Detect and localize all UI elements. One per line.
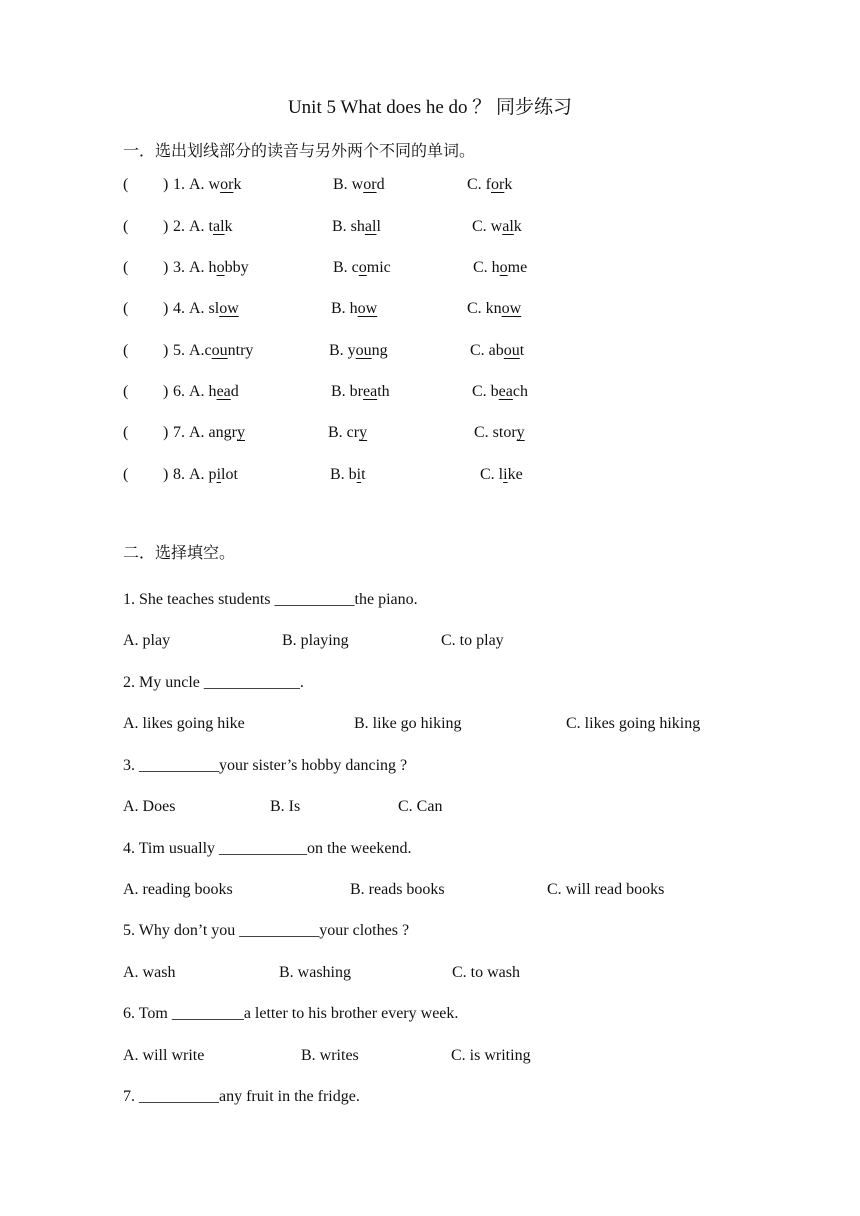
option-c	[472, 381, 528, 403]
option-b	[330, 464, 366, 486]
underlined-letters: ow	[219, 300, 239, 317]
option-text: A. sl	[189, 300, 220, 317]
option-text: B. br	[331, 383, 363, 400]
option-c: C. is writing	[451, 1047, 531, 1064]
option-text: k	[233, 176, 242, 193]
item-number: 4.	[173, 300, 185, 317]
option-b	[333, 257, 391, 279]
answer-bracket-open: (	[123, 424, 129, 441]
option-text: C. l	[480, 466, 504, 483]
option-text: k	[224, 218, 233, 235]
option-a: A. will write	[123, 1047, 205, 1064]
option-a: A. wash	[123, 964, 176, 981]
question-text: 4. Tim usually ___________on the weekend.	[123, 840, 412, 857]
option-a: A. Does	[123, 798, 176, 815]
answer-bracket-open: (	[123, 259, 129, 276]
option-text: A. w	[189, 176, 221, 193]
underlined-letters: or	[220, 176, 234, 193]
underlined-letters: ow	[357, 300, 378, 317]
underlined-letters: al	[364, 218, 377, 235]
option-b: B. playing	[282, 632, 349, 649]
option-c	[480, 464, 523, 486]
underlined-letters: ea	[498, 383, 513, 400]
option-c	[472, 216, 522, 238]
question-text: 6. Tom _________a letter to his brother every week.	[123, 1005, 459, 1022]
option-text: B. cr	[328, 424, 360, 441]
question-text: 1. She teaches students __________the piano.	[123, 591, 418, 608]
option-text: ntry	[227, 342, 254, 359]
option-b	[333, 174, 385, 196]
underlined-letters: ea	[216, 383, 231, 400]
option-a: A. play	[123, 632, 171, 649]
option-text: B. y	[329, 342, 356, 359]
underlined-letters: i	[356, 466, 362, 483]
option-text: mic	[366, 259, 391, 276]
option-text: t	[361, 466, 366, 483]
underlined-letters: ou	[211, 342, 228, 359]
option-a	[189, 298, 239, 320]
question-text: 7. __________any fruit in the fridge.	[123, 1088, 360, 1105]
option-text: B. sh	[332, 218, 365, 235]
option-c	[467, 298, 521, 320]
section1-heading: 一．选出划线部分的读音与另外两个不同的单词。	[123, 143, 476, 160]
underlined-letters: y	[516, 424, 525, 441]
option-c: C. will read books	[547, 881, 665, 898]
option-c: C. Can	[398, 798, 443, 815]
underlined-letters: i	[503, 466, 508, 483]
underlined-letters: ea	[363, 383, 378, 400]
underlined-letters: i	[216, 466, 222, 483]
option-a	[189, 381, 239, 403]
option-text: C. h	[473, 259, 500, 276]
option-text: th	[377, 383, 390, 400]
option-text: B. b	[330, 466, 357, 483]
option-text: ke	[507, 466, 523, 483]
answer-bracket-close: )	[163, 342, 169, 359]
option-text: t	[519, 342, 525, 359]
option-a: A. likes going hike	[123, 715, 245, 732]
underlined-letters: or	[491, 176, 505, 193]
underlined-letters: ou	[503, 342, 520, 359]
option-c	[474, 422, 525, 444]
option-text: C. f	[467, 176, 491, 193]
answer-bracket-open: (	[123, 300, 129, 317]
answer-bracket-open: (	[123, 466, 129, 483]
answer-bracket-close: )	[163, 259, 169, 276]
answer-bracket-close: )	[163, 300, 169, 317]
option-b	[331, 298, 377, 320]
option-a: A. reading books	[123, 881, 233, 898]
option-text: d	[230, 383, 239, 400]
option-c	[467, 174, 512, 196]
answer-bracket-close: )	[163, 466, 169, 483]
answer-bracket-open: (	[123, 218, 129, 235]
underlined-letters: o	[358, 259, 367, 276]
option-b	[329, 340, 388, 362]
option-text: A. angr	[189, 424, 237, 441]
option-a	[189, 257, 249, 279]
underlined-letters: o	[499, 259, 508, 276]
answer-bracket-close: )	[163, 383, 169, 400]
question-text: 3. __________your sister’s hobby dancing ?	[123, 757, 408, 774]
option-text: me	[507, 259, 528, 276]
option-c: C. likes going hiking	[566, 715, 701, 732]
option-text: B. c	[333, 259, 359, 276]
option-c	[470, 340, 524, 362]
option-text: C. w	[472, 218, 503, 235]
item-number: 5.	[173, 342, 185, 359]
underlined-letters: al	[213, 218, 225, 235]
option-text: A.c	[189, 342, 212, 359]
item-number: 8.	[173, 466, 185, 483]
answer-bracket-close: )	[163, 424, 169, 441]
option-text: ng	[371, 342, 388, 359]
option-b: B. washing	[279, 964, 351, 981]
option-b: B. writes	[301, 1047, 359, 1064]
option-a	[189, 422, 245, 444]
answer-bracket-open: (	[123, 383, 129, 400]
option-text: d	[376, 176, 385, 193]
option-a	[189, 340, 253, 362]
underlined-letters: ow	[501, 300, 522, 317]
option-b	[332, 216, 381, 238]
option-c: C. to play	[441, 632, 504, 649]
option-text: C. stor	[474, 424, 517, 441]
underlined-letters: or	[363, 176, 377, 193]
option-text: A. h	[189, 383, 217, 400]
option-text: C. b	[472, 383, 499, 400]
option-text: B. w	[333, 176, 364, 193]
item-number: 2.	[173, 218, 185, 235]
option-b	[328, 422, 367, 444]
question-text: 5. Why don’t you __________your clothes ?	[123, 922, 410, 939]
option-text: B. h	[331, 300, 358, 317]
option-a	[189, 174, 241, 196]
underlined-letters: ou	[355, 342, 372, 359]
option-text: A. p	[189, 466, 217, 483]
underlined-letters: al	[502, 218, 514, 235]
option-text: A. t	[189, 218, 213, 235]
answer-bracket-open: (	[123, 176, 129, 193]
option-text: ch	[512, 383, 528, 400]
underlined-letters: y	[359, 424, 368, 441]
question-text: 2. My uncle ____________.	[123, 674, 304, 691]
option-text: C. kn	[467, 300, 502, 317]
option-text: l	[376, 218, 381, 235]
option-text: lot	[221, 466, 238, 483]
option-text: k	[504, 176, 513, 193]
answer-bracket-close: )	[163, 218, 169, 235]
underlined-letters: y	[236, 424, 245, 441]
option-a	[189, 216, 233, 238]
option-text: A. h	[189, 259, 217, 276]
option-b: B. Is	[270, 798, 301, 815]
item-number: 3.	[173, 259, 185, 276]
underlined-letters: o	[216, 259, 225, 276]
item-number: 1.	[173, 176, 185, 193]
section2-heading: 二．选择填空。	[123, 545, 236, 562]
option-a	[189, 464, 238, 486]
item-number: 7.	[173, 424, 185, 441]
option-c: C. to wash	[452, 964, 520, 981]
option-b: B. reads books	[350, 881, 445, 898]
page-title: Unit 5 What does he do ？ 同步练习	[287, 97, 573, 118]
option-text: bby	[224, 259, 249, 276]
option-text: C. ab	[470, 342, 504, 359]
option-b	[331, 381, 390, 403]
answer-bracket-open: (	[123, 342, 129, 359]
option-c	[473, 257, 527, 279]
item-number: 6.	[173, 383, 185, 400]
answer-bracket-close: )	[163, 176, 169, 193]
option-b: B. like go hiking	[354, 715, 462, 732]
option-text: k	[513, 218, 522, 235]
